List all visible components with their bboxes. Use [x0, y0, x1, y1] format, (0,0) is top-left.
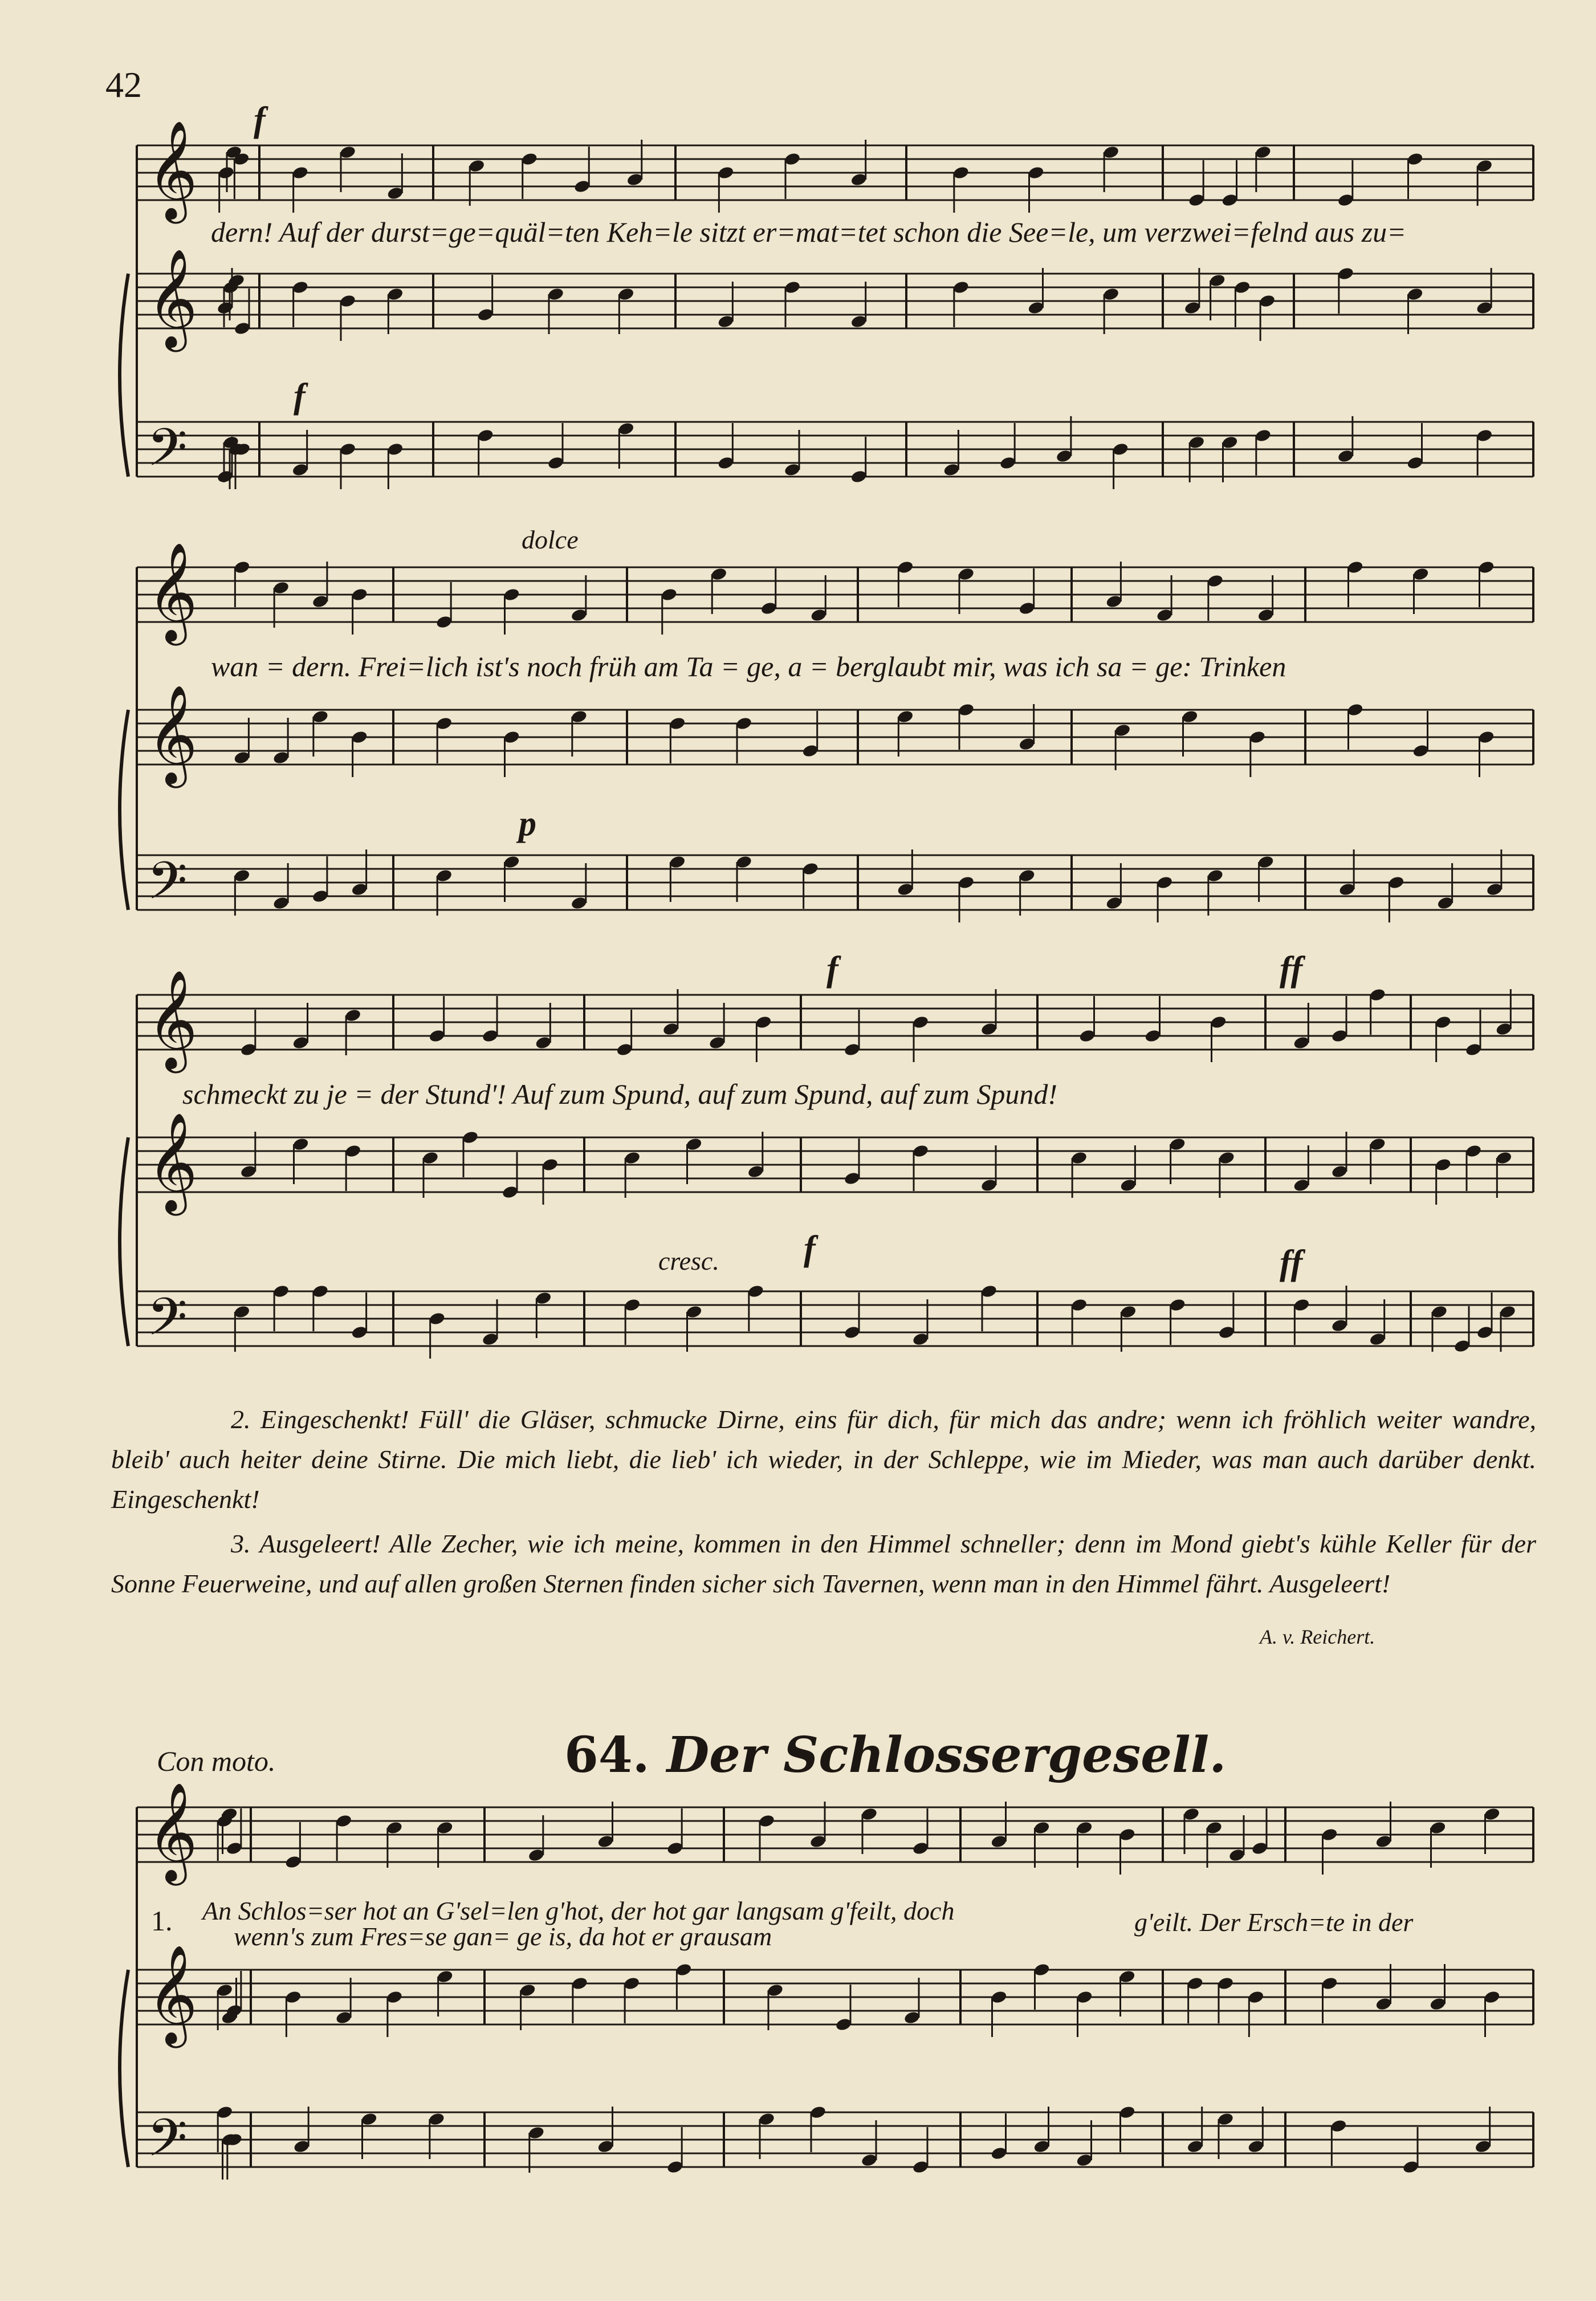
lyrics-line: An Schlos=ser hot an G'sel=len g'hot, der hot gar langsam g'feilt, doch	[202, 1896, 955, 1925]
lyrics-line: wan = dern. Frei=lich ist's noch früh am Ta = ge, a = berglaubt mir, was ich sa = ge: Trinken	[211, 651, 1286, 682]
song-title	[564, 1726, 1226, 1784]
verse-text	[111, 1400, 1536, 1604]
lyrics-line: schmeckt zu je = der Stund'! Auf zum Spund, auf zum Spund, auf zum Spund!	[182, 1078, 1058, 1110]
bass-clef-icon: 𝄢	[147, 851, 188, 924]
page-number: 42	[105, 64, 142, 105]
song-number: 64.	[564, 1726, 650, 1784]
verse-3: 3. Ausgeleert! Alle Zecher, wie ich meine, kommen in den Himmel schneller; denn im Mond giebt's kühle Keller für der Sonne Feuerweine, und auf allen großen Sternen finden sicher sich Tavernen, wenn man in den Himmel fährt. Ausgeleert!	[111, 1529, 1536, 1598]
lyrics-line: g'eilt. Der Ersch=te in der	[1134, 1908, 1414, 1937]
dynamic-mark: f	[254, 100, 266, 139]
system-brace	[120, 1970, 128, 2167]
system-brace	[120, 710, 128, 910]
treble-clef-icon: 𝄞	[147, 1945, 198, 2044]
dynamic-mark: ff	[1280, 1243, 1303, 1282]
dynamic-mark: f	[294, 377, 306, 416]
verse-number: 1.	[151, 1905, 173, 1937]
treble-clef-icon: 𝄞	[147, 120, 198, 219]
treble-clef-icon: 𝄞	[147, 1782, 198, 1881]
author-credit: A. v. Reichert.	[1260, 1625, 1375, 1648]
treble-clef-icon: 𝄞	[147, 249, 198, 348]
expression-mark: dolce	[522, 525, 579, 554]
bass-clef-icon: 𝄢	[147, 2108, 188, 2181]
dynamic-mark: ff	[1280, 950, 1303, 989]
treble-clef-icon: 𝄞	[147, 970, 198, 1069]
treble-clef-icon: 𝄞	[147, 1112, 198, 1212]
verse-2: 2. Eingeschenkt! Füll' die Gläser, schmucke Dirne, eins für dich, für mich das andre; wenn ich fröhlich weiter wandre, bleib' auch heiter deine Stirne. Die mich liebt, die lieb' ich wieder, in der Schleppe, wie im Mieder, was man auch darüber denkt. Eingeschenkt!	[111, 1405, 1536, 1514]
dynamic-mark: p	[519, 804, 536, 843]
dynamic-mark: f	[804, 1229, 816, 1268]
tempo-marking: Con moto.	[157, 1745, 276, 1777]
dynamic-mark: f	[826, 950, 838, 989]
bass-clef-icon: 𝄢	[147, 417, 188, 490]
lyrics-line: dern! Auf der durst=ge=quäl=ten Keh=le sitzt er=mat=tet schon die See=le, um verzwei=felnd aus zu=	[211, 216, 1406, 248]
treble-clef-icon: 𝄞	[147, 685, 198, 784]
system-brace	[120, 1137, 128, 1346]
lyrics-line: wenn's zum Fres=se gan= ge is, da hot er grausam	[234, 1922, 772, 1951]
treble-clef-icon: 𝄞	[147, 542, 198, 641]
expression-mark: cresc.	[658, 1246, 719, 1275]
bass-clef-icon: 𝄢	[147, 1287, 188, 1360]
song-title-text: Der Schlossergesell.	[666, 1726, 1227, 1784]
system-brace	[120, 274, 128, 477]
